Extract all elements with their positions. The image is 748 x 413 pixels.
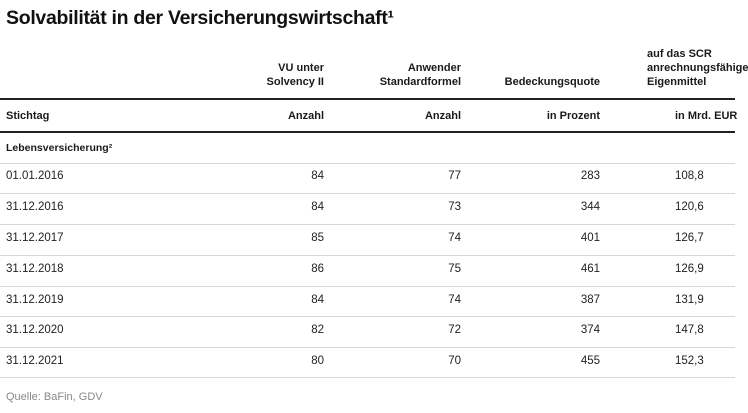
unit-stichtag: Stichtag	[6, 110, 50, 122]
cell-quote: 283	[580, 170, 600, 182]
cell-quote: 387	[580, 294, 600, 306]
header-line: anrechnungsfähige	[647, 62, 748, 74]
unit-anzahl-vu: Anzahl	[287, 110, 324, 122]
table-title: Solvabilität in der Versicherungswirtschaft¹	[6, 7, 394, 29]
table-row	[0, 170, 735, 184]
column-header-vu-solvency	[267, 61, 324, 89]
cell-anwender: 75	[448, 263, 461, 275]
header-divider	[0, 98, 735, 100]
cell-date: 31.12.2019	[6, 294, 64, 306]
table-row	[0, 263, 735, 277]
unit-anzahl-anwender: Anzahl	[424, 110, 461, 122]
cell-date: 31.12.2018	[6, 263, 64, 275]
row-divider	[0, 377, 735, 378]
cell-date: 31.12.2021	[6, 355, 64, 367]
cell-eigenmittel: 126,9	[675, 263, 704, 275]
cell-anwender: 74	[448, 294, 461, 306]
cell-eigenmittel: 152,3	[675, 355, 704, 367]
cell-quote: 374	[580, 324, 600, 336]
row-divider	[0, 316, 735, 317]
row-divider	[0, 224, 735, 225]
column-header-standardformel	[380, 61, 461, 89]
cell-quote: 344	[580, 201, 600, 213]
table-row	[0, 355, 735, 369]
cell-anwender: 72	[448, 324, 461, 336]
cell-eigenmittel: 108,8	[675, 170, 704, 182]
cell-vu: 85	[311, 232, 324, 244]
cell-vu: 82	[311, 324, 324, 336]
cell-eigenmittel: 147,8	[675, 324, 704, 336]
cell-vu: 86	[311, 263, 324, 275]
row-divider	[0, 255, 735, 256]
unit-prozent: in Prozent	[546, 110, 600, 122]
unit-row	[0, 110, 738, 124]
header-line: VU unter	[278, 62, 324, 74]
row-divider	[0, 347, 735, 348]
cell-quote: 461	[580, 263, 600, 275]
header-line: auf das SCR	[647, 48, 712, 60]
cell-eigenmittel: 126,7	[675, 232, 704, 244]
row-divider	[0, 286, 735, 287]
cell-eigenmittel: 131,9	[675, 294, 704, 306]
table-row	[0, 232, 735, 246]
table-row	[0, 324, 735, 338]
cell-vu: 84	[311, 170, 324, 182]
column-header-bedeckungsquote	[505, 75, 600, 89]
row-divider	[0, 163, 735, 164]
cell-anwender: 74	[448, 232, 461, 244]
source-note: Quelle: BaFin, GDV	[6, 391, 103, 403]
cell-quote: 401	[580, 232, 600, 244]
unit-mrd-eur: in Mrd. EUR	[675, 110, 738, 122]
cell-date: 01.01.2016	[6, 170, 64, 182]
header-line: Anwender	[407, 62, 461, 74]
cell-date: 31.12.2017	[6, 232, 64, 244]
cell-vu: 84	[311, 201, 324, 213]
unit-divider	[0, 131, 735, 133]
header-line: Standardformel	[379, 76, 461, 88]
header-line: Eigenmittel	[647, 76, 707, 88]
header-line: Solvency II	[266, 76, 324, 88]
cell-anwender: 70	[448, 355, 461, 367]
cell-vu: 80	[311, 355, 324, 367]
table-row	[0, 294, 735, 308]
cell-anwender: 73	[448, 201, 461, 213]
cell-vu: 84	[311, 294, 324, 306]
table-row	[0, 201, 735, 215]
cell-anwender: 77	[448, 170, 461, 182]
row-divider	[0, 193, 735, 194]
cell-eigenmittel: 120,6	[675, 201, 704, 213]
cell-date: 31.12.2016	[6, 201, 64, 213]
cell-quote: 455	[580, 355, 600, 367]
header-line: Bedeckungsquote	[504, 76, 600, 88]
column-header-eigenmittel	[647, 47, 748, 89]
cell-date: 31.12.2020	[6, 324, 64, 336]
section-label: Lebensversicherung²	[6, 142, 113, 154]
